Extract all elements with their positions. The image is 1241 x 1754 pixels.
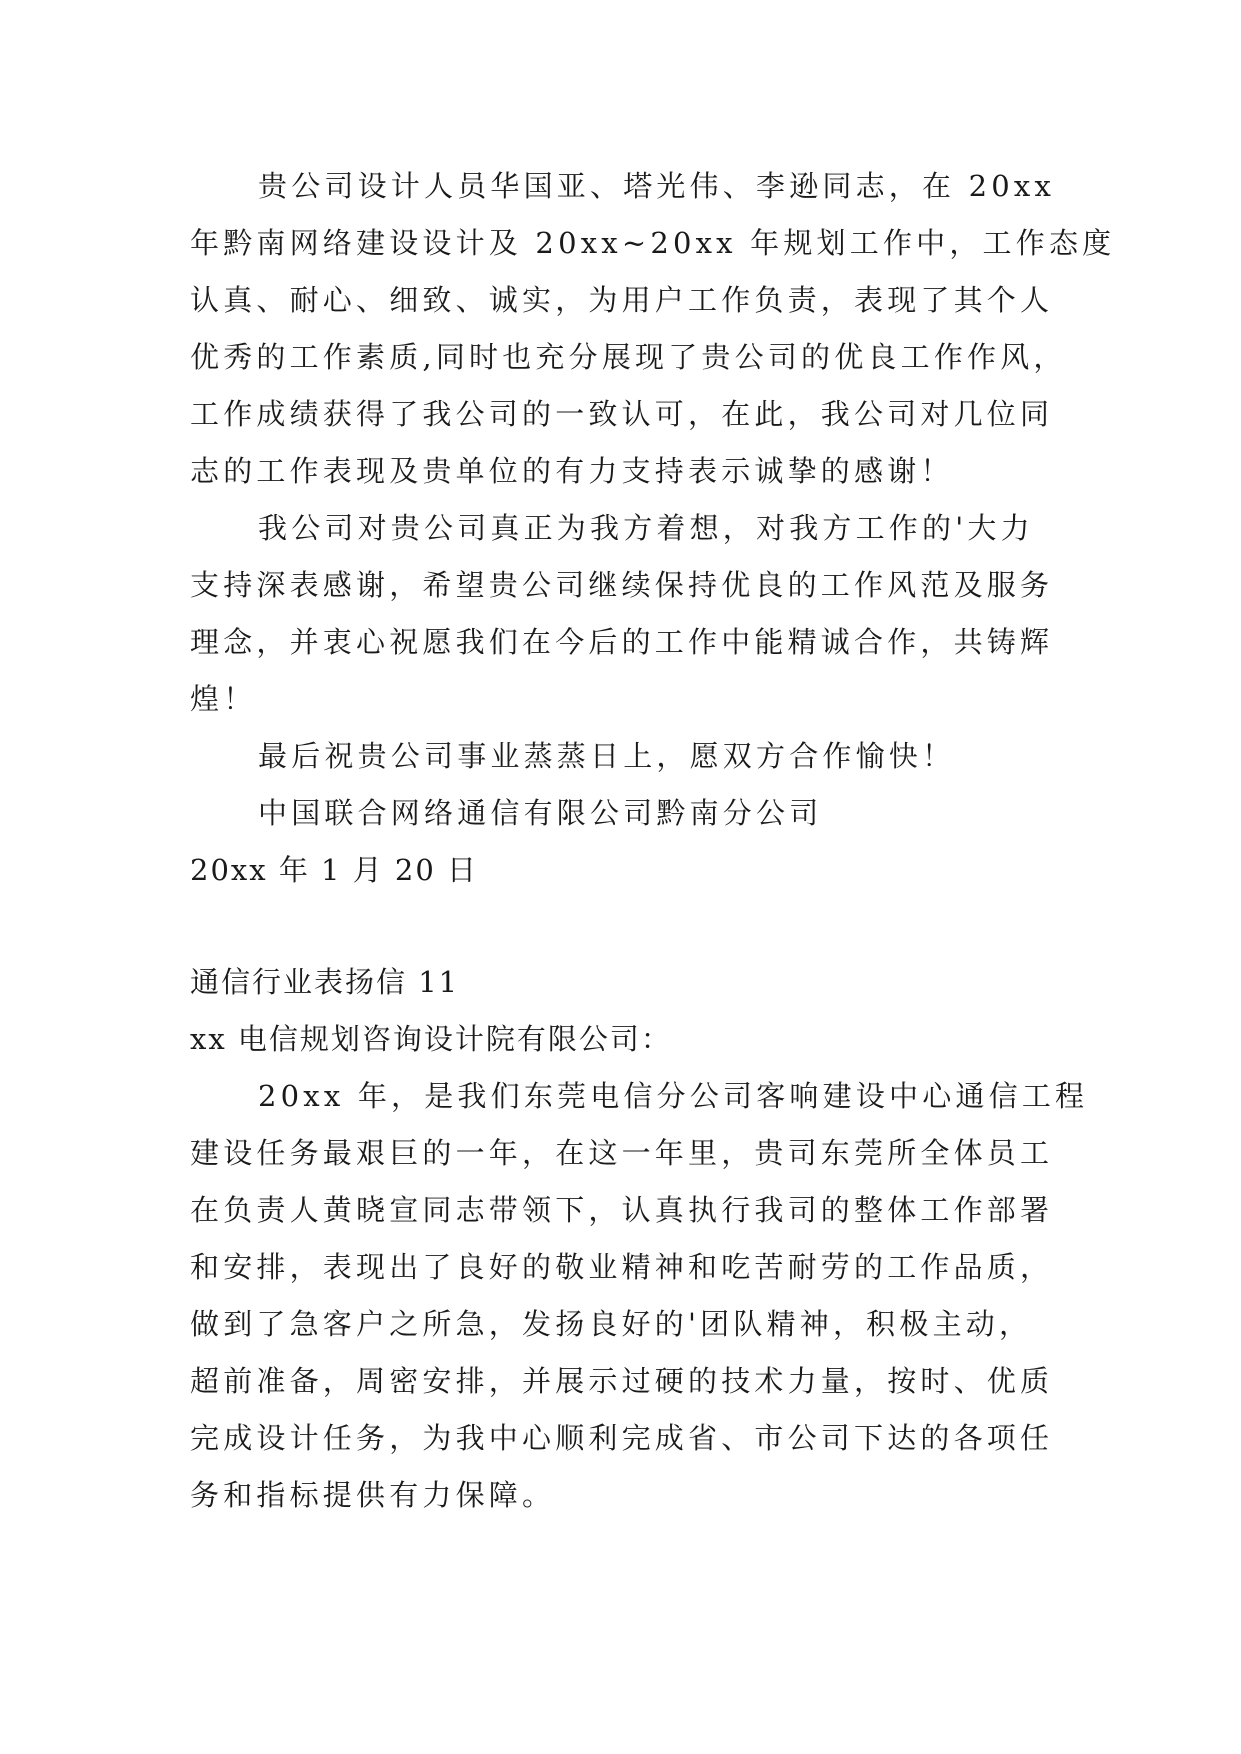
letter2-paragraph1-line-4: 和安排，表现出了良好的敬业精神和吃苦耐劳的工作品质， <box>190 1250 1054 1284</box>
letter1-paragraph1-line-1: 贵公司设计人员华国亚、塔光伟、李逊同志，在 20xx <box>258 169 1056 203</box>
letter1-paragraph1-line-2: 年黔南网络建设设计及 20xx~20xx 年规划工作中，工作态度 <box>190 226 1116 260</box>
letter1-signature: 中国联合网络通信有限公司黔南分公司 <box>258 796 823 830</box>
letter1-closing: 最后祝贵公司事业蒸蒸日上，愿双方合作愉快！ <box>258 739 956 773</box>
letter2-paragraph1-line-2: 建设任务最艰巨的一年，在这一年里，贵司东莞所全体员工 <box>190 1136 1054 1170</box>
letter2-paragraph1-line-7: 完成设计任务，为我中心顺利完成省、市公司下达的各项任 <box>190 1421 1054 1455</box>
letter2-paragraph1-line-1: 20xx 年，是我们东莞电信分公司客响建设中心通信工程 <box>258 1079 1089 1113</box>
letter2-salutation: xx 电信规划咨询设计院有限公司： <box>190 1022 672 1056</box>
letter2-paragraph1-line-6: 超前准备，周密安排，并展示过硬的技术力量，按时、优质 <box>190 1364 1054 1398</box>
letter1-date: 20xx 年 1 月 20 日 <box>190 853 479 887</box>
letter2-paragraph1-line-3: 在负责人黄晓宣同志带领下，认真执行我司的整体工作部署 <box>190 1193 1054 1227</box>
letter2-paragraph1-line-5: 做到了急客户之所急，发扬良好的'团队精神，积极主动， <box>190 1307 1033 1341</box>
letter1-paragraph1-line-6: 志的工作表现及贵单位的有力支持表示诚挚的感谢！ <box>190 454 954 488</box>
letter1-paragraph2-line-1: 我公司对贵公司真正为我方着想，对我方工作的'大力 <box>258 511 1034 545</box>
letter1-paragraph1-line-4: 优秀的工作素质,同时也充分展现了贵公司的优良工作作风， <box>190 340 1067 374</box>
letter1-paragraph1-line-3: 认真、耐心、细致、诚实，为用户工作负责，表现了其个人 <box>190 283 1054 317</box>
letter1-paragraph2-line-4: 煌！ <box>190 682 257 716</box>
letter1-paragraph2-line-3: 理念，并衷心祝愿我们在今后的工作中能精诚合作，共铸辉 <box>190 625 1054 659</box>
letter2-title: 通信行业表扬信 11 <box>190 965 460 999</box>
letter2-paragraph1-line-8: 务和指标提供有力保障。 <box>190 1478 556 1512</box>
letter1-paragraph1-line-5: 工作成绩获得了我公司的一致认可，在此，我公司对几位同 <box>190 397 1054 431</box>
letter1-paragraph2-line-2: 支持深表感谢，希望贵公司继续保持优良的工作风范及服务 <box>190 568 1054 602</box>
